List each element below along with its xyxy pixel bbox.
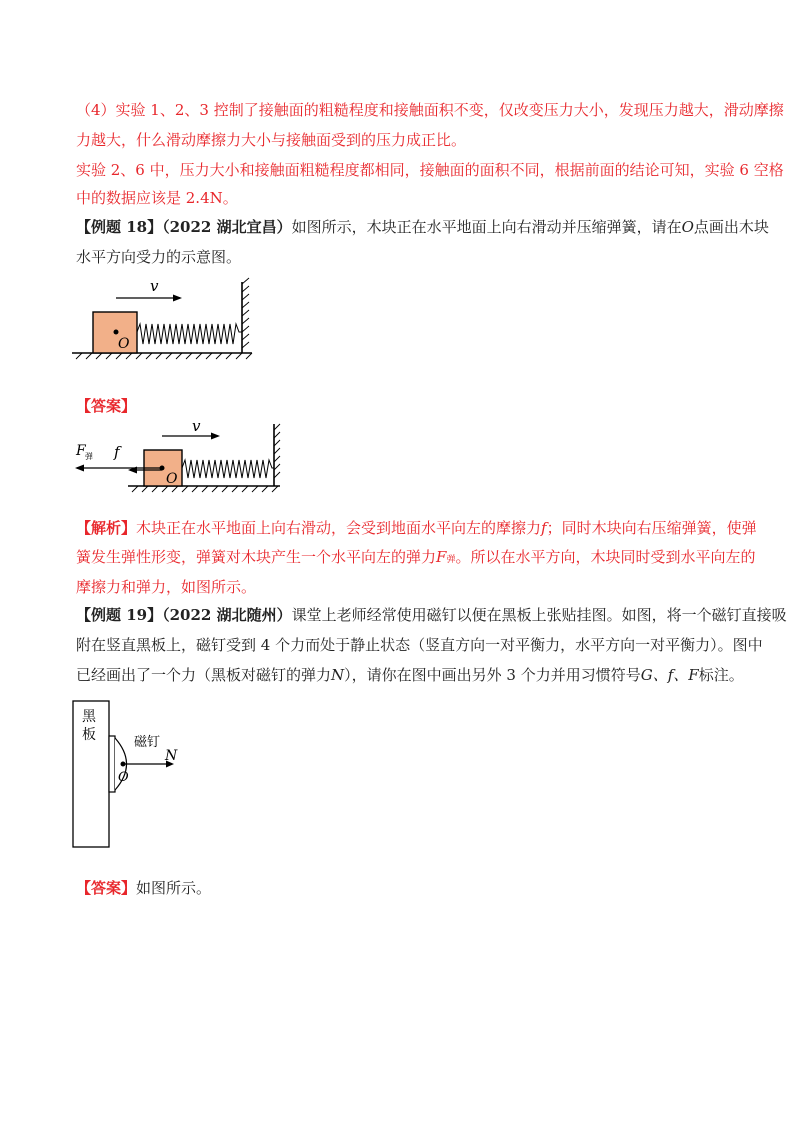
analysis-line-1: （4）实验 1、2、3 控制了接触面的粗糙程度和接触面积不变，仅改变压力大小，发现压力越大，滑动摩擦 <box>76 101 784 119</box>
blackboard-char-2: 板 <box>82 727 96 743</box>
answer-ground-hatch <box>132 486 278 492</box>
analysis-line-2: 力越大，什么滑动摩擦力大小与接触面受到的压力成正比。 <box>76 131 467 149</box>
example18-explain-line-3: 摩擦力和弹力，如图所示。 <box>76 578 257 596</box>
answer-point-o-label: O <box>166 471 178 487</box>
example18-question-line-2: 水平方向受力的示意图。 <box>76 248 242 266</box>
example19-figure <box>72 700 192 852</box>
spring-force-label: F <box>76 443 86 459</box>
example19-question-line-2: 附在竖直黑板上，磁钉受到 4 个力而处于静止状态（竖直方向一对平衡力，水平方向一对平衡力）。图中 <box>76 636 763 654</box>
magnet-point-o-label: O <box>118 770 129 785</box>
example18-explain-line-1: 【解析】木块正在水平地面上向右滑动，会受到地面水平向左的摩擦力f；同时木块向右压缩弹簧，使弹 <box>76 519 757 537</box>
spring <box>137 324 242 344</box>
example18-explain-label: 【解析】 <box>76 519 137 537</box>
analysis-line-4: 中的数据应该是 2.4N。 <box>76 189 238 207</box>
magnet-base <box>109 736 115 792</box>
example18-answer-label: 【答案】 <box>76 397 137 415</box>
example18-question-line-1: 【例题 18】（2022 湖北宜昌）如图所示，木块正在水平地面上向右滑动并压缩弹簧，请在O点画出木块 <box>76 218 769 236</box>
answer-velocity-label: v <box>192 417 201 435</box>
blackboard-char-1: 黑 <box>82 709 96 725</box>
example18-explain-line-2: 簧发生弹性形变，弹簧对木块产生一个水平向左的弹力F弹。所以在水平方向，木块同时受到水平向左的 <box>76 548 756 566</box>
example19-source: （2022 湖北随州） <box>162 606 292 624</box>
spring-force-subscript: 弹 <box>85 452 93 461</box>
normal-force-label: N <box>165 748 178 764</box>
example18-label: 【例题 18】 <box>76 218 163 236</box>
ground-hatch <box>76 353 252 359</box>
magnet-label: 磁钉 <box>134 735 161 750</box>
analysis-line-3: 实验 2、6 中，压力大小和接触面粗糙程度都相同，接触面的面积不同，根据前面的结论可知，实验 6 空格 <box>76 161 784 179</box>
example19-question-line-1: 【例题 19】（2022 湖北随州）课堂上老师经常使用磁钉以便在黑板上张贴挂图。如图，将一个磁钉直接吸 <box>76 606 787 624</box>
answer-spring <box>182 460 274 478</box>
velocity-label: v <box>150 277 159 295</box>
example18-source: （2022 湖北宜昌） <box>162 218 292 236</box>
answer-wall-hatch <box>274 424 280 478</box>
velocity-arrowhead <box>173 295 182 302</box>
point-o-dot <box>114 330 119 335</box>
answer-velocity-arrowhead <box>211 433 220 440</box>
example19-answer-label: 【答案】 <box>76 879 137 897</box>
example19-label: 【例题 19】 <box>76 606 163 624</box>
spring-force-arrowhead <box>75 465 84 472</box>
wall-hatch <box>242 278 249 348</box>
example19-answer: 【答案】如图所示。 <box>76 879 212 897</box>
example19-question-line-3: 已经画出了一个力（黑板对磁钉的弹力N），请你在图中画出另外 3 个力并用习惯符号G、f、F标注。 <box>76 666 744 684</box>
example18-figure <box>72 278 262 360</box>
point-o-label: O <box>118 336 130 352</box>
friction-label: f <box>114 443 120 461</box>
example18-answer-figure <box>70 417 280 494</box>
